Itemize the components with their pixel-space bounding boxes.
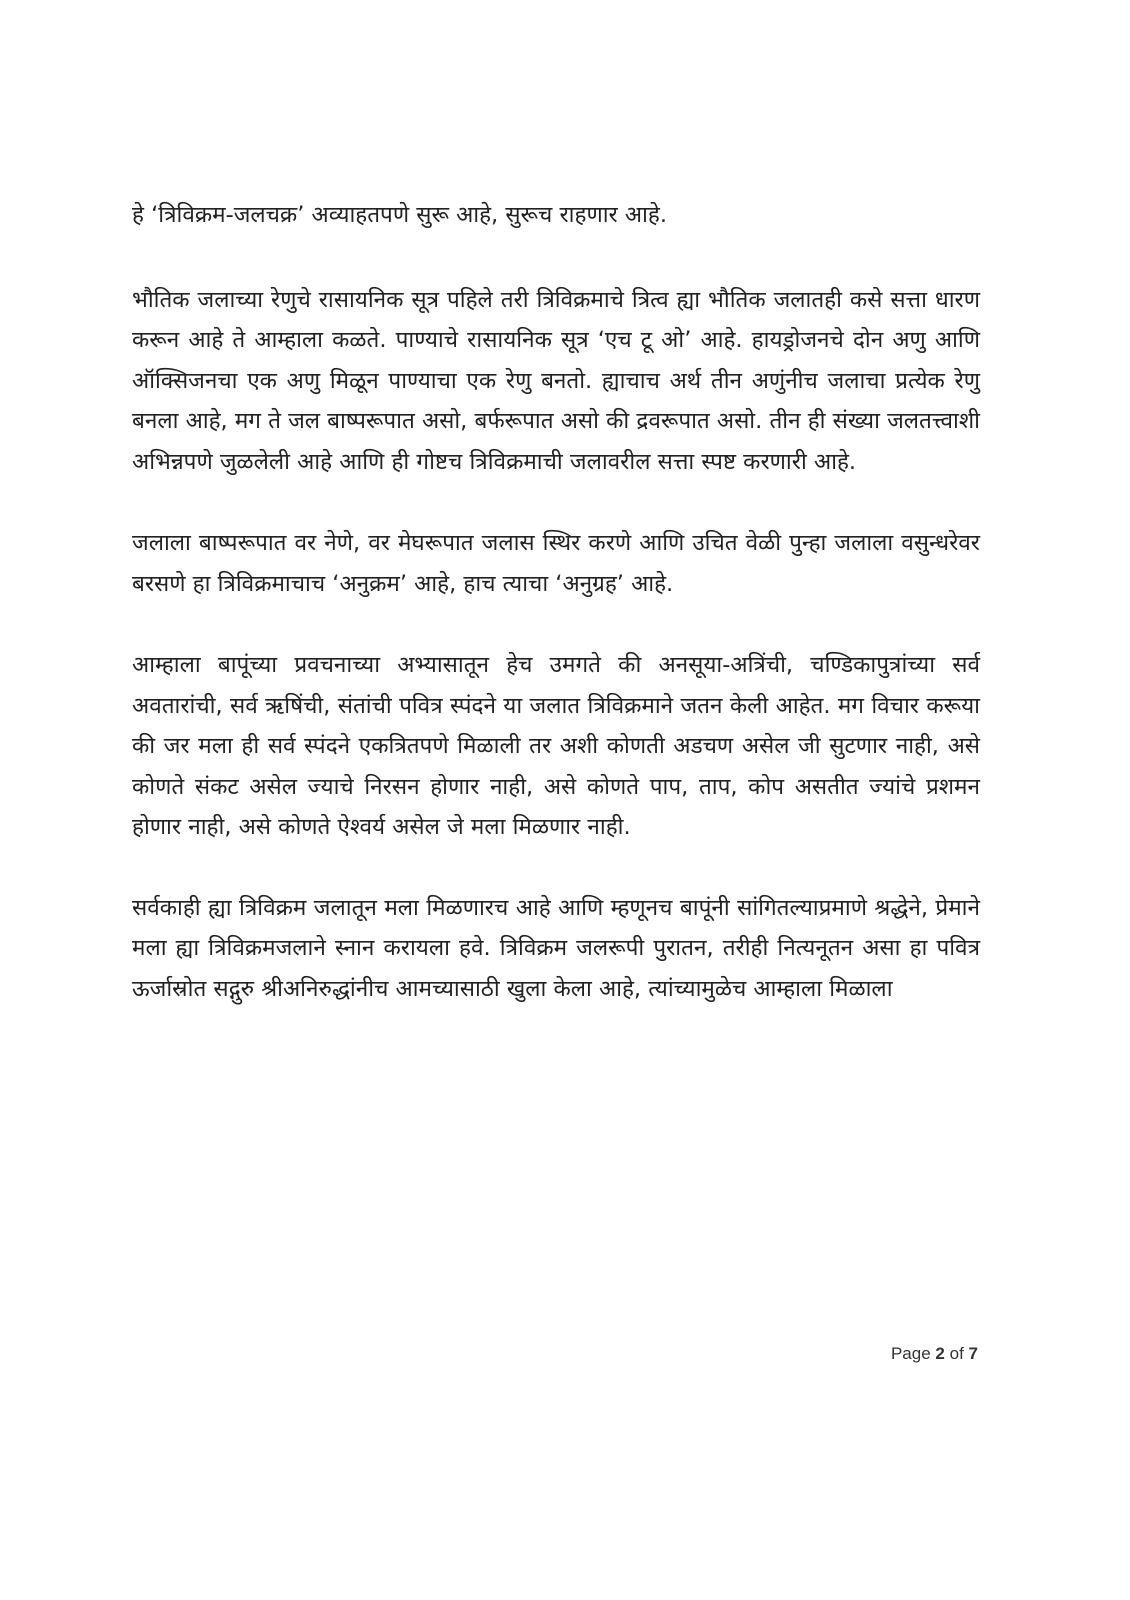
paragraph-2: भौतिक जलाच्या रेणुचे रासायनिक सूत्र पहिले तरी त्रिविक्रमाचे त्रित्व ह्या भौतिक जलातही कसे सत्ता धारण करून आहे ते आम्हाला कळते. पाण्याचे रासायनिक सूत्र ‘एच टू ओ’ आहे. हायड्रोजनचे दोन अणु आणि ऑक्सिजनचा एक अणु मिळून पाण्याचा एक रेणु बनतो. ह्याचाच अर्थ तीन अणुंनीच जलाचा प्रत्येक रेणु बनला आहे, मग ते जल बाष्परूपात असो, बर्फरूपात असो की द्रवरूपात असो. तीन ही संख्या जलतत्त्वाशी अभिन्नपणे जुळलेली आहे आणि ही गोष्टच त्रिविक्रमाची जलावरील सत्ता स्पष्ट करणारी आहे. [132,286,980,475]
total-pages-number: 7 [968,1344,978,1363]
paragraph-5: सर्वकाही ह्या त्रिविक्रम जलातून मला मिळणारच आहे आणि म्हणूनच बापूंनी सांगितल्याप्रमाणे श्रद्धेने, प्रेमाने मला ह्या त्रिविक्रमजलाने स्नान करायला हवे. त्रिविक्रम जलरूपी पुरातन, तरीही नित्यनूतन असा हा पवित्र ऊर्जास्रोत सद्गुरु श्रीअनिरुद्धांनीच आमच्यासाठी खुला केला आहे, त्यांच्यामुळेच आम्हाला मिळाला [132,894,980,1002]
page-number-footer [891,1344,978,1364]
paragraph-1: हे ‘त्रिविक्रम-जलचक्र’ अव्याहतपणे सुरू आहे, सुरूच राहणार आहे. [132,202,667,228]
current-page-number: 2 [935,1344,945,1363]
document-body [132,195,980,1049]
paragraph-3: जलाला बाष्परूपात वर नेणे, वर मेघरूपात जलास स्थिर करणे आणि उचित वेळी पुन्हा जलाला वसुन्धरेवर बरसणे हा त्रिविक्रमाचाच ‘अनुक्रम’ आहे, हाच त्याचा ‘अनुग्रह’ आहे. [132,530,980,597]
paragraph-4: आम्हाला बापूंच्या प्रवचनाच्या अभ्यासातून हेच उमगते की अनसूया-अत्रिंची, चण्डिकापुत्रांच्या सर्व अवतारांची, सर्व ऋषिंची, संतांची पवित्र स्पंदने या जलात त्रिविक्रमाने जतन केली आहेत. मग विचार करूया की जर मला ही सर्व स्पंदने एकत्रितपणे मिळाली तर अशी कोणती अडचण असेल जी सुटणार नाही, असे कोणते संकट असेल ज्याचे निरसन होणार नाही, असे कोणते पाप, ताप, कोप असतीत ज्यांचे प्रशमन होणार नाही, असे कोणते ऐश्वर्य असेल जे मला मिळणार नाही. [132,652,980,840]
of-label: of [949,1344,964,1363]
page-label: Page [890,1344,931,1363]
